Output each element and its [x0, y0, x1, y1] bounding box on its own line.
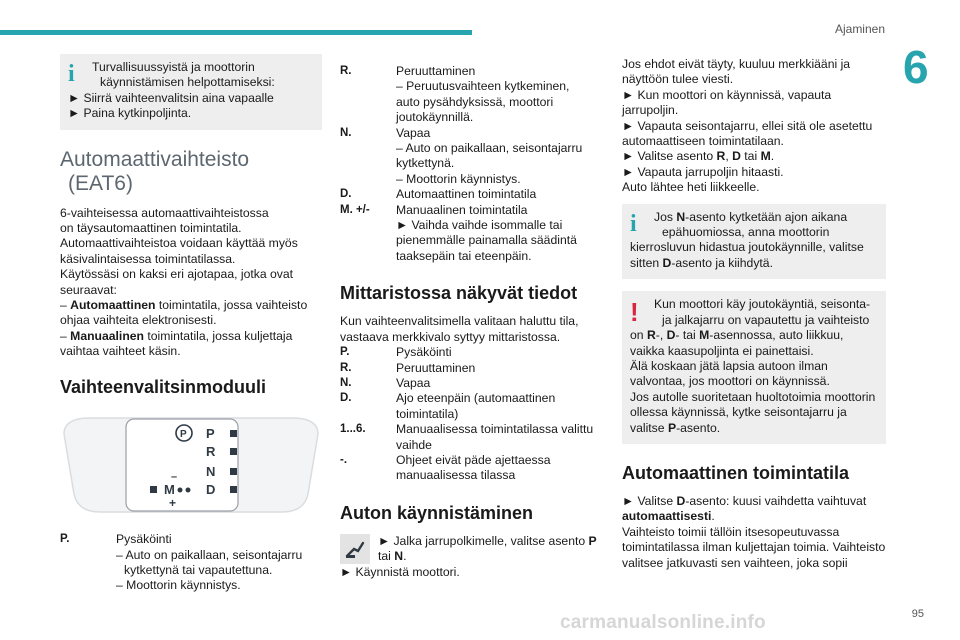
def-line: Manuaalinen toimintatila: [396, 202, 528, 217]
def-line: Ajo eteenpäin (automaattinen: [396, 391, 556, 406]
start-n: N: [394, 549, 404, 564]
para-line: Kun vaihteenvalitsimella valitaan haluttu tila,: [340, 314, 579, 329]
heading-starting: Auton käynnistäminen: [340, 502, 534, 523]
def-key: D.: [340, 392, 352, 405]
warning-icon: !: [630, 297, 639, 328]
info-line: epähuomiossa, anna moottorin: [662, 225, 830, 240]
foot-on-brake-icon: [340, 534, 370, 564]
select-gear-line: [622, 149, 886, 164]
text: tai: [740, 149, 761, 164]
mode-manual-label: Manuaalinen: [70, 328, 144, 343]
text: Jos: [654, 209, 677, 224]
intro-line: käsivalintaisessa toimintatilassa.: [60, 251, 236, 266]
gear-plus-label: +: [169, 495, 177, 510]
def-line: kytkettynä tai vapautettuna.: [124, 562, 273, 577]
def-key: D.: [340, 188, 352, 201]
auto-line: toimintatilassa ilman kuljettajan toimia. Vaihteisto: [622, 540, 886, 555]
auto-line: [622, 494, 886, 509]
def-key: N.: [340, 126, 352, 139]
def-key: P.: [340, 346, 350, 359]
gear-r: R: [646, 328, 656, 343]
mode-line: vaihtaa vaihteet käsin.: [60, 344, 181, 359]
def-drive: [340, 187, 605, 202]
gear-minus-label: –: [171, 470, 178, 483]
para-line: ► Kun moottori on käynnissä, vapauta: [622, 87, 832, 102]
gear-selector-illustration: [60, 414, 322, 514]
gear-d: D: [662, 255, 672, 270]
para-line: ► Vapauta jarrupoljin hitaasti.: [622, 164, 784, 179]
start-p: P: [588, 533, 597, 548]
def-key: M. +/-: [340, 203, 370, 216]
info-line: [630, 256, 878, 271]
gear-n-label: N: [206, 463, 216, 479]
def-key: R.: [340, 361, 352, 374]
def-neutral: [340, 126, 605, 188]
para-line: vastaava merkkivalo syttyy mittaristossa.: [340, 329, 561, 344]
def-line: kytkettynä.: [396, 156, 455, 171]
section-title-line1: Automaattivaihteisto: [60, 147, 250, 171]
text: -asento kytketään ajon aikana: [685, 209, 848, 224]
column-right: [622, 57, 886, 571]
warn-line: [630, 328, 878, 343]
section-title: [60, 148, 322, 196]
mode-automatic-label: Automaattinen: [70, 298, 156, 313]
start-line: [378, 534, 597, 549]
text: sitten: [630, 255, 663, 270]
def-line: auto pysähdyksissä, moottori: [396, 94, 554, 109]
gear-m-label: M: [164, 481, 175, 497]
heading-automatic-mode: Automaattinen toimintatila: [622, 462, 850, 483]
def-line: manuaalisessa tilassa: [396, 468, 516, 483]
warn-line: valvontaa, jos moottori on käynnissä.: [630, 374, 830, 389]
warning-box: [622, 291, 886, 444]
gear-d: D: [666, 328, 676, 343]
section-name: Ajaminen: [834, 22, 885, 36]
def-display-gears: [340, 422, 605, 453]
def-key: N.: [340, 376, 352, 389]
intro-paragraph: [60, 206, 322, 360]
gear-r-label: R: [206, 443, 216, 459]
text: .: [770, 149, 775, 164]
para-line: jarrupoljin.: [622, 103, 679, 118]
def-display-dash: [340, 453, 605, 484]
auto-line: valitsee jatkuvasti sen vaihteen, joka sopii: [622, 555, 848, 570]
def-key: R.: [340, 65, 352, 77]
gear-p-label: P: [206, 425, 215, 441]
start-text: .: [403, 549, 407, 564]
text: ► Valitse asento: [622, 149, 717, 164]
gear-r: R: [716, 149, 726, 164]
column-left: [60, 54, 322, 594]
chapter-number: 6: [903, 41, 929, 93]
start-instruction: [340, 534, 605, 565]
text: valitse: [630, 420, 668, 435]
gear-p: P: [667, 420, 677, 435]
info-icon: i: [630, 210, 637, 237]
mode-automatic: [60, 298, 322, 313]
intro-line: on täysautomaattinen toimintatila.: [60, 221, 242, 236]
def-line: Peruuttaminen: [396, 64, 476, 78]
def-line: taaksepäin tai eteenpäin.: [396, 248, 532, 263]
text: -asento ja kiihdytä.: [671, 255, 773, 270]
info-box-safety: [60, 54, 322, 130]
gear-n: N: [676, 209, 686, 224]
header-accent-bar: [0, 30, 472, 35]
info-box-neutral: [622, 204, 886, 280]
def-line: pienemmälle painamalla säädintä: [396, 233, 577, 248]
def-line: Vapaa: [396, 125, 431, 140]
def-key: 1...6.: [340, 423, 366, 436]
def-line: – Peruutusvaihteen kytkeminen,: [396, 79, 570, 94]
info-bullet: ► Paina kytkinpoljinta.: [68, 106, 192, 121]
def-line: – Moottorin käynnistys.: [396, 171, 521, 186]
info-text-line: Turvallisuussyistä ja moottorin: [92, 60, 255, 74]
def-line: Peruuttaminen: [396, 360, 476, 375]
start-line: [378, 549, 597, 564]
def-line: – Moottorin käynnistys.: [116, 578, 241, 593]
text: - tai: [675, 328, 700, 343]
def-line: joutokäynnillä.: [396, 110, 474, 125]
def-key: P.: [60, 533, 70, 546]
intro-line: seuraavat:: [60, 282, 117, 297]
text: -,: [655, 328, 667, 343]
page-number: 95: [911, 608, 924, 620]
text: -asennossa, auto liikkuu,: [709, 328, 844, 343]
def-line: – Auto on paikallaan, seisontajarru: [116, 547, 303, 562]
start-text: tai: [378, 549, 395, 564]
def-display-r: [340, 361, 605, 376]
def-display-p: [340, 345, 605, 360]
mode-text: toimintatila, jossa vaihteisto: [155, 298, 308, 313]
text: ,: [725, 149, 733, 164]
para-line: automaattiseen toimintatilaan.: [622, 134, 784, 149]
intro-line: 6-vaihteisessa automaattivaihteistossa: [60, 205, 269, 220]
warn-line: ollessa käynnissä, kytke seisontajarru ja: [630, 405, 847, 420]
dash: –: [60, 298, 71, 313]
gear-m: M: [760, 149, 771, 164]
watermark: carmanualsonline.info: [560, 612, 766, 633]
text: -asento.: [676, 420, 721, 435]
heading-selector-module: Vaihteenvalitsinmoduuli: [60, 376, 267, 397]
warn-line: vaikka kaasupoljinta ei painettaisi.: [630, 343, 814, 358]
start-text: ► Jalka jarrupolkimelle, valitse asento: [378, 533, 589, 548]
gear-d: D: [732, 149, 741, 164]
gear-d: D: [676, 493, 686, 508]
def-line: Automaattinen toimintatila: [396, 187, 537, 202]
text: ► Valitse: [622, 493, 677, 508]
def-line: Vapaa: [396, 375, 431, 390]
intro-line: Käytössäsi on kaksi eri ajotapaa, jotka ovat: [60, 267, 294, 282]
text: .: [711, 509, 715, 524]
def-line: Pysäköinti: [116, 532, 172, 547]
para-line: ► Vapauta seisontajarru, ellei sitä ole asetettu: [622, 118, 873, 133]
mode-line: ohjaa vaihteita elektronisesti.: [60, 313, 217, 328]
warn-line: ja jalkajarru on vapautettu ja vaihteisto: [662, 312, 870, 327]
def-manual: [340, 203, 605, 265]
def-display-d: [340, 391, 605, 422]
info-line: kierrosluvun hidastua joutokäynnille, valitse: [630, 240, 864, 255]
warn-line: Älä koskaan jätä lapsia autoon ilman: [630, 358, 828, 373]
info-bullet: ► Siirrä vaihteenvalitsin aina vapaalle: [68, 90, 274, 105]
heading-instrument-display: Mittaristossa näkyvät tiedot: [340, 283, 578, 304]
def-line: Pysäköinti: [396, 345, 452, 360]
start-line: ► Käynnistä moottori.: [340, 564, 460, 579]
dash: –: [60, 328, 71, 343]
column-middle: [340, 64, 605, 580]
def-park: [60, 532, 322, 594]
para-line: Auto lähtee heti liikkeelle.: [622, 180, 760, 195]
info-icon: i: [68, 61, 75, 87]
mode-text: toimintatila, jossa kuljettaja: [144, 328, 293, 343]
warn-line: [630, 421, 878, 436]
def-line: – Auto on paikallaan, seisontajarru: [396, 141, 583, 156]
info-line: [630, 210, 878, 225]
para-line: Jos ehdot eivät täyty, kuuluu merkkiääni ja: [622, 57, 851, 71]
auto-line: Vaihteisto toimii tällöin itsesopeutuvassa: [622, 524, 840, 539]
gear-d-label: D: [206, 481, 216, 497]
def-line: Ohjeet eivät päde ajettaessa: [396, 452, 551, 467]
section-title-line2: (EAT6): [68, 171, 133, 195]
def-line: ► Vaihda vaihde isommalle tai: [396, 218, 563, 233]
def-line: vaihde: [396, 437, 432, 452]
info-text-line: käynnistämisen helpottamiseksi:: [100, 75, 275, 90]
auto-bold: automaattisesti: [622, 509, 712, 524]
svg-text:P: P: [180, 428, 187, 440]
gear-m: M: [699, 328, 710, 343]
mode-manual: [60, 329, 322, 344]
def-key: -.: [340, 453, 348, 466]
auto-line: [622, 509, 886, 524]
intro-line: Automaattivaihteistoa voidaan käyttää myös: [60, 236, 298, 251]
warn-line: Kun moottori käy joutokäyntiä, seisonta-: [654, 297, 871, 312]
para-line: näyttöön tulee viesti.: [622, 72, 734, 87]
warn-line: Jos autolle suoritetaan huoltotoimia moottorin: [630, 389, 876, 404]
text: on: [630, 328, 647, 343]
def-display-n: [340, 376, 605, 391]
def-line: toimintatila): [396, 406, 459, 421]
text: -asento: kuusi vaihdetta vaihtuvat: [685, 493, 867, 508]
def-reverse: [340, 64, 605, 126]
def-line: Manuaalisessa toimintatilassa valittu: [396, 422, 594, 437]
